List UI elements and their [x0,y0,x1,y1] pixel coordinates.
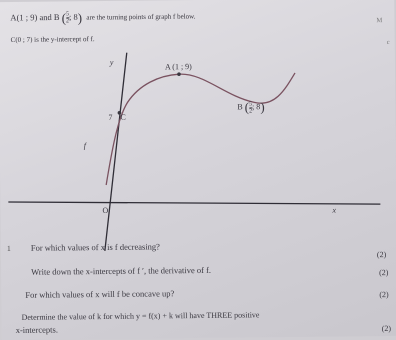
intro-line-1: A(1 ; 9) and B ( $\frac{5}{2}$ ; 8) are the turning points of graph f below. [10,10,196,26]
point-a-dot [177,72,181,76]
point-c-label: C [120,112,126,122]
point-c-value: 7 [108,112,113,122]
point-a-label: A (1 ; 9) [164,62,192,72]
corner-mark-side: c [386,38,390,47]
intro-point-b-y: ; 8 [68,11,78,22]
intro-fraction: $\frac{5}{2}$ [65,11,70,25]
question-4-text: Determine the value of k for which y = f(x) + k will have THREE positive [21,310,260,322]
corner-mark-top: M [376,17,383,25]
question-4-text-cont: x-intercepts. [15,324,58,335]
intro-line-2: C(0 ; 7) is the y-intercept of f. [10,35,95,44]
question-number: 1 [6,243,11,254]
x-axis-label: x [332,205,337,215]
curve-f [105,73,296,185]
y-axis [103,53,129,251]
point-b-label: B ( $\frac{5}{2}$ ; 8) [237,99,265,115]
intro-turning-points-text: are the turning points of graph f below. [86,12,196,22]
origin-label: O [102,205,109,216]
question-3-text: For which values of x will f be concave up? [25,288,175,300]
question-1-marks: (2) [376,250,387,260]
question-3-marks: (2) [379,290,389,300]
y-axis-label: y [109,57,114,67]
question-2-text: Write down the x-intercepts of f ′, the derivative of f. [31,264,212,277]
question-4-marks: (2) [381,323,392,334]
question-2-marks: (2) [379,268,389,278]
intro-point-a: A(1 ; 9) and B [10,11,60,23]
point-b-fraction: $\frac{5}{2}$ [248,100,253,114]
curve-label: f [83,141,87,151]
question-1-text: For which values of x is f decreasing? [30,241,160,253]
x-axis [8,198,380,208]
